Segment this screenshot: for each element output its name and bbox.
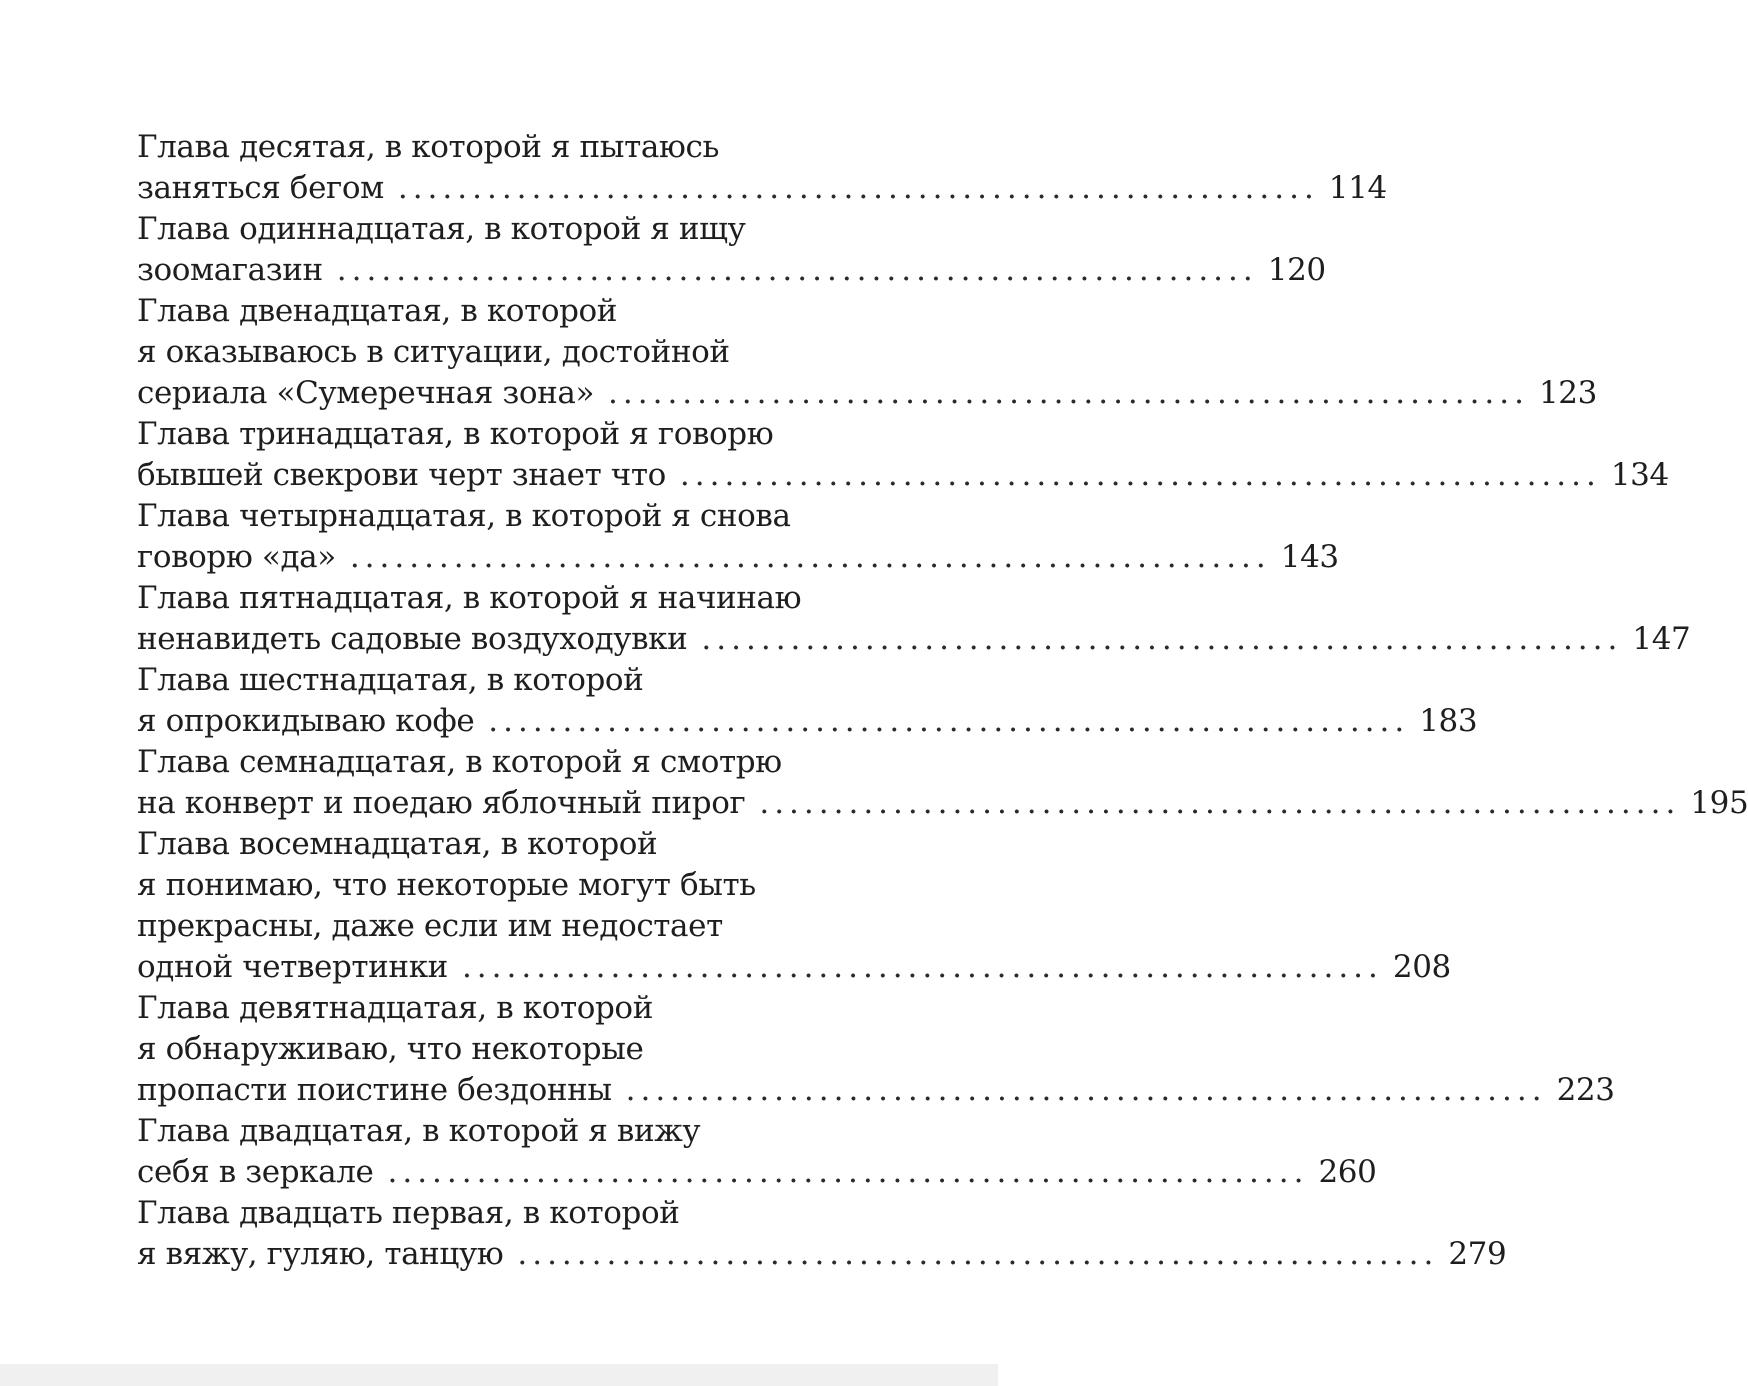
toc-entry-title-line: Глава тринадцатая, в которой я говорю: [137, 416, 774, 452]
toc-page-number: 279: [1448, 1236, 1507, 1272]
toc-page-number: 183: [1419, 703, 1478, 739]
toc-entry-title-end: на конверт и поедаю яблочный пирог: [137, 785, 746, 821]
toc-entry-title-end: говорю «да»: [137, 539, 336, 575]
dot-leader: ..............................................................: [488, 703, 1410, 739]
toc-entry-title-line: Глава десятая, в которой я пытаюсь: [137, 129, 719, 165]
toc-entry-last-line: [137, 783, 1748, 824]
toc-entry-title-line: Глава одиннадцатая, в которой я ищу: [137, 211, 746, 247]
toc-entry-title-line: я оказываюсь в ситуации, достойной: [137, 334, 730, 370]
toc-entry-title-line: Глава семнадцатая, в которой я смотрю: [137, 744, 782, 780]
toc-entry-title-end: себя в зеркале: [137, 1154, 374, 1190]
toc-entry: [137, 1111, 1377, 1193]
toc-page-number: 195: [1690, 785, 1748, 821]
toc-entry-last-line: [137, 537, 1339, 578]
toc-entry-title-line: Глава восемнадцатая, в которой: [137, 826, 658, 862]
toc-entry-title-line: Глава двенадцатая, в которой: [137, 293, 618, 329]
bottom-edge: [0, 1364, 998, 1386]
toc-entry-last-line: [137, 373, 1597, 414]
toc-entry: [137, 1193, 1507, 1275]
dot-leader: ..............................................................: [461, 949, 1383, 985]
toc-entry-title-line: Глава девятнадцатая, в которой: [137, 990, 653, 1026]
toc-entry-last-line: [137, 250, 1326, 291]
dot-leader: ..............................................................: [336, 252, 1258, 288]
toc-entry-title-line: Глава шестнадцатая, в которой: [137, 662, 644, 698]
toc-entry-title-end: ненавидеть садовые воздуходувки: [137, 621, 688, 657]
toc-entry: [137, 742, 1748, 824]
toc-page-number: 260: [1318, 1154, 1377, 1190]
toc-entry-last-line: [137, 455, 1669, 496]
dot-leader: ..............................................................: [397, 170, 1319, 206]
toc-entry: [137, 414, 1669, 496]
dot-leader: ..............................................................: [349, 539, 1271, 575]
toc-entry: [137, 127, 1387, 209]
toc-entry: [137, 291, 1597, 414]
toc-entry-title-line: прекрасны, даже если им недостает: [137, 908, 723, 944]
toc-entry-title-line: я обнаруживаю, что некоторые: [137, 1031, 644, 1067]
toc-entry-title-end: я опрокидываю кофе: [137, 703, 475, 739]
toc-entry: [137, 496, 1339, 578]
dot-leader: ..............................................................: [759, 785, 1681, 821]
toc-entry-title-line: Глава пятнадцатая, в которой я начинаю: [137, 580, 802, 616]
toc-page-number: 147: [1632, 621, 1691, 657]
toc-page-number: 134: [1610, 457, 1669, 493]
toc-entry-title-end: зоомагазин: [137, 252, 323, 288]
dot-leader: ..............................................................: [517, 1236, 1439, 1272]
toc-page-number: 120: [1267, 252, 1326, 288]
dot-leader: ..............................................................: [679, 457, 1601, 493]
toc-entry-last-line: [137, 1152, 1377, 1193]
toc-page-number: 208: [1392, 949, 1451, 985]
dot-leader: ..............................................................: [387, 1154, 1309, 1190]
toc-entry-title-line: Глава двадцатая, в которой я вижу: [137, 1113, 701, 1149]
toc-entry-last-line: [137, 1234, 1507, 1275]
table-of-contents: [137, 127, 1748, 1275]
toc-entry: [137, 988, 1615, 1111]
toc-page-number: 114: [1328, 170, 1387, 206]
toc-entry: [137, 824, 1451, 988]
toc-entry-title-end: я вяжу, гуляю, танцую: [137, 1236, 504, 1272]
dot-leader: ..............................................................: [608, 375, 1529, 411]
toc-entry-last-line: [137, 947, 1451, 988]
dot-leader: ..............................................................: [701, 621, 1623, 657]
dot-leader: ..............................................................: [625, 1072, 1547, 1108]
toc-entry-last-line: [137, 619, 1691, 660]
toc-entry-last-line: [137, 701, 1478, 742]
toc-entry-title-line: Глава двадцать первая, в которой: [137, 1195, 680, 1231]
toc-entry-title-line: я понимаю, что некоторые могут быть: [137, 867, 756, 903]
toc-entry-title-end: пропасти поистине бездонны: [137, 1072, 612, 1108]
toc-entry: [137, 660, 1478, 742]
toc-entry: [137, 578, 1691, 660]
toc-entry-title-end: бывшей свекрови черт знает что: [137, 457, 666, 493]
toc-entry-title-end: заняться бегом: [137, 170, 384, 206]
toc-entry: [137, 209, 1326, 291]
toc-entry-title-line: Глава четырнадцатая, в которой я снова: [137, 498, 791, 534]
toc-entry-last-line: [137, 168, 1387, 209]
toc-entry-title-end: сериала «Сумеречная зона»: [137, 375, 595, 411]
toc-page-number: 123: [1538, 375, 1597, 411]
toc-page-number: 143: [1280, 539, 1339, 575]
toc-entry-last-line: [137, 1070, 1615, 1111]
toc-entry-title-end: одной четвертинки: [137, 949, 448, 985]
toc-page-number: 223: [1556, 1072, 1615, 1108]
